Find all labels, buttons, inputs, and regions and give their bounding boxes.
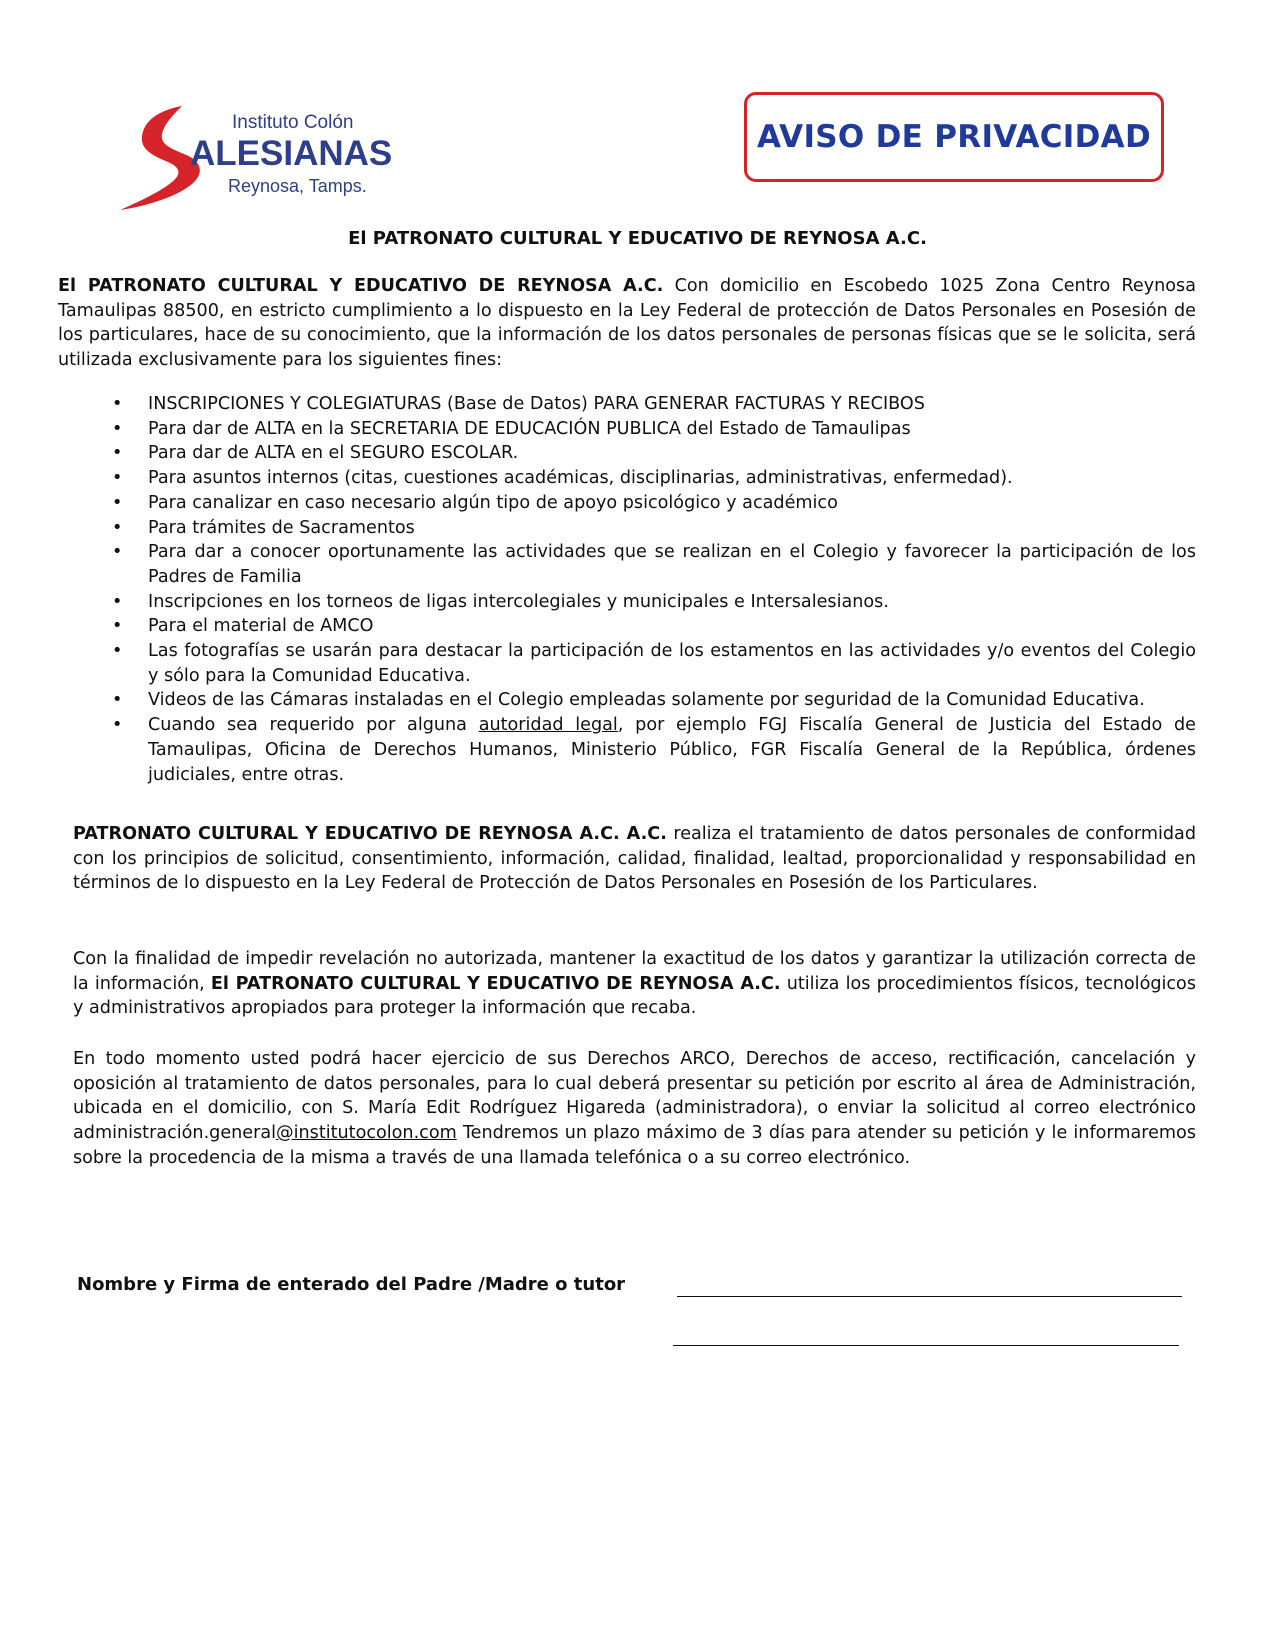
para2-org-name: PATRONATO CULTURAL Y EDUCATIVO DE REYNOSA A.C. A.C. [73, 824, 667, 844]
arco-rights-paragraph: En todo momento usted podrá hacer ejercicio de sus Derechos ARCO, Derechos de acceso, rectificación, cancelación y oposición al tratamiento de datos personales, para lo cual deberá presentar su petición por escrito al área de Administración, ubicada en el domicilio, con S. María Edit Rodríguez Higareda (administradora), o enviar la solicitud al correo electrónico administración.general@institutocolon.com Tendremos un plazo máximo de 3 días para atender su petición y le informaremos sobre la procedencia de la misma a través de una llamada telefónica o a su correo electrónico. [73, 1049, 1196, 1168]
list-item: • Para dar de ALTA en el SEGURO ESCOLAR. [110, 441, 1196, 466]
intro-text: Con domicilio en Escobedo 1025 Zona Centro Reynosa Tamaulipas 88500, en estricto cumplimiento a lo dispuesto en la Ley Federal de protección de Datos Personales en Posesión de los particulares, hace de su conocimiento, que la información de los datos personales de personas físicas que se le solicita, será utilizada exclusivamente para los siguientes fines: [58, 276, 1196, 371]
intro-paragraph [58, 274, 1196, 373]
list-item: • Para asuntos internos (citas, cuestiones académicas, disciplinarias, administrativas, enfermedad). [110, 466, 1196, 491]
salesianas-logo [120, 104, 420, 214]
signature-line[interactable] [677, 1296, 1182, 1297]
list-item: • Para trámites de Sacramentos [110, 516, 1196, 541]
list-item: • Para dar de ALTA en la SECRETARIA DE EDUCACIÓN PUBLICA del Estado de Tamaulipas [110, 417, 1196, 442]
bullet-icon: • [112, 468, 123, 489]
bullet-icon: • [112, 542, 123, 563]
purposes-list [110, 392, 1196, 787]
logo-brand-name: ALESIANAS [190, 134, 393, 173]
organization-heading: El PATRONATO CULTURAL Y EDUCATIVO DE REYNOSA A.C. [348, 228, 927, 249]
signature-label: Nombre y Firma de enterado del Padre /Madre o tutor [77, 1274, 626, 1295]
bullet-icon: • [112, 641, 123, 662]
logo-institute-name: Instituto Colón [232, 112, 354, 133]
document-title-box [744, 92, 1164, 182]
list-item: • Las fotografías se usarán para destacar la participación de los estamentos en las actividades y/o eventos del Colegio y sólo para la Comunidad Educativa. [112, 641, 1196, 686]
list-item: • Cuando sea requerido por alguna autoridad legal, por ejemplo FGJ Fiscalía General de Justicia del Estado de Tamaulipas, Oficina de Derechos Humanos, Ministerio Público, FGR Fiscalía General de la República, órdenes judiciales, entre otras. [112, 715, 1196, 785]
para3-org-name: El PATRONATO CULTURAL Y EDUCATIVO DE REYNOSA A.C. [210, 973, 781, 994]
security-paragraph: Con la finalidad de impedir revelación no autorizada, mantener la exactitud de los datos y garantizar la utilización correcta de la información, El PATRONATO CULTURAL Y EDUCATIVO DE REYNOSA A.C. utiliza los procedimientos físicos, tecnológicos y administrativos apropiados para proteger la información que recaba. [73, 949, 1196, 1019]
legal-authority-underlined: autoridad legal [478, 715, 618, 736]
list-item: • INSCRIPCIONES Y COLEGIATURAS (Base de Datos) PARA GENERAR FACTURAS Y RECIBOS [110, 392, 1196, 417]
bullet-icon: • [112, 517, 123, 538]
bullet-icon: • [112, 418, 123, 439]
list-item: • Videos de las Cámaras instaladas en el Colegio empleadas solamente por seguridad de la Comunidad Educativa. [110, 688, 1196, 713]
data-treatment-paragraph: PATRONATO CULTURAL Y EDUCATIVO DE REYNOSA A.C. A.C. realiza el tratamiento de datos personales de conformidad con los principios de solicitud, consentimiento, información, calidad, finalidad, lealtad, proporcionalidad y responsabilidad en términos de lo dispuesto en la Ley Federal de Protección de Datos Personales en Posesión de los Particulares. [73, 824, 1196, 894]
list-item: • Para canalizar en caso necesario algún tipo de apoyo psicológico y académico [110, 491, 1196, 516]
list-item: • Para dar a conocer oportunamente las actividades que se realizan en el Colegio y favorecer la participación de los Padres de Familia [112, 542, 1196, 587]
bullet-icon: • [112, 443, 123, 464]
intro-org-name: El PATRONATO CULTURAL Y EDUCATIVO DE REYNOSA A.C. [58, 276, 664, 296]
document-title: AVISO DE PRIVACIDAD [756, 119, 1152, 155]
bullet-icon: • [112, 715, 123, 736]
bullet-icon: • [112, 394, 123, 414]
list-item: • Para el material de AMCO [110, 614, 1196, 639]
email-link[interactable]: @institutocolon.com [276, 1123, 457, 1144]
logo-location: Reynosa, Tamps. [228, 176, 367, 196]
bullet-icon: • [112, 616, 123, 637]
bullet-icon: • [112, 591, 123, 612]
bullet-icon: • [112, 690, 123, 711]
list-item: • Inscripciones en los torneos de ligas intercolegiales y municipales e Intersalesianos. [110, 590, 1196, 615]
bullet-icon: • [112, 492, 123, 513]
signature-line-second[interactable] [673, 1345, 1179, 1346]
